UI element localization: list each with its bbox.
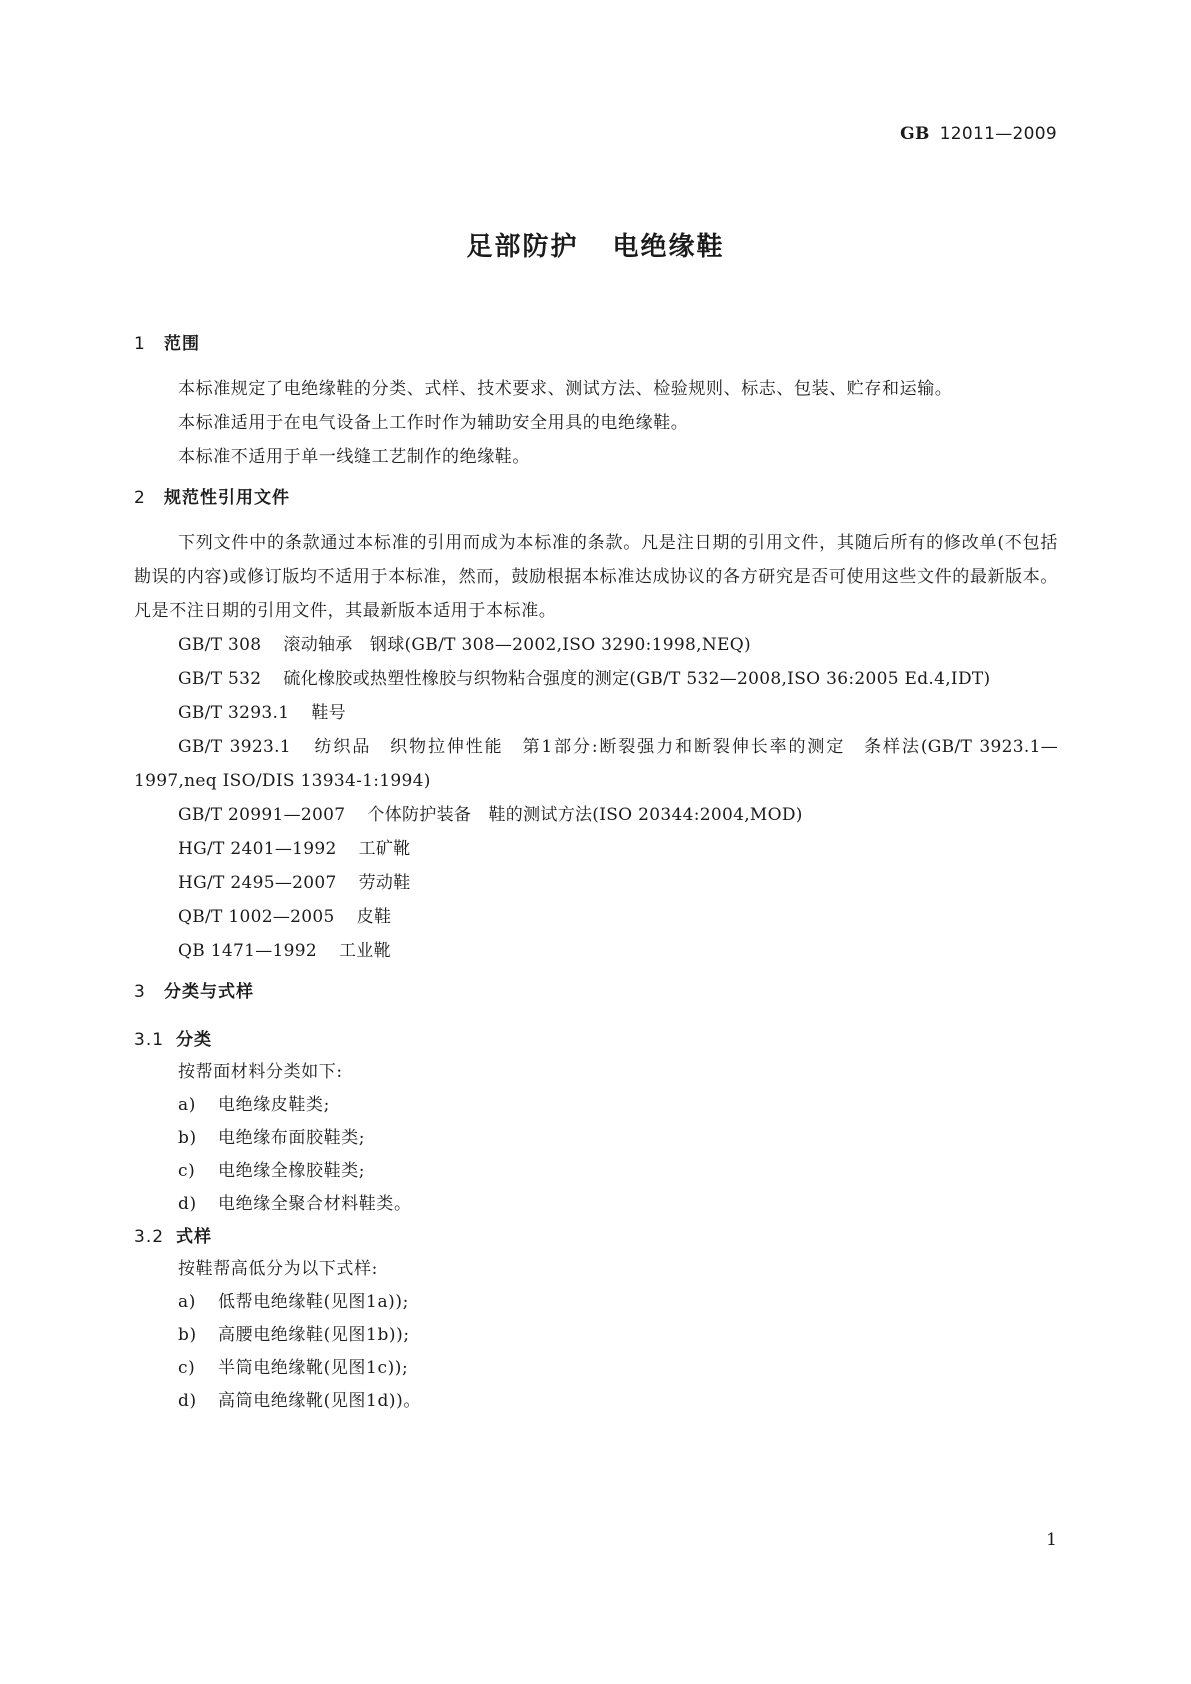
reference-item: HG/T 2495—2007 劳动鞋 [178, 873, 411, 893]
reference-item: GB/T 308 滚动轴承 钢球(GB/T 308—2002,ISO 3290:1998,NEQ) [178, 635, 751, 655]
list-item: c) 电绝缘全橡胶鞋类; [178, 1161, 366, 1181]
section-3-1-intro: 按帮面材料分类如下: [178, 1062, 343, 1082]
list-item: a) 电绝缘皮鞋类; [178, 1095, 330, 1115]
standard-code: 12011—2009 [939, 124, 1057, 144]
document-title [0, 226, 1191, 263]
reference-item: GB/T 3293.1 鞋号 [178, 703, 346, 723]
list-item: d) 电绝缘全聚合材料鞋类。 [178, 1194, 412, 1214]
section-3-2-intro: 按鞋帮高低分为以下式样: [178, 1259, 378, 1279]
reference-item: GB/T 3923.1 纺织品 织物拉伸性能 第1部分:断裂强力和断裂伸长率的测定 条样法(GB/T 3923.1—1997,neq ISO/DIS 13934-1:1994) [134, 737, 1058, 791]
section-3-2-heading: 3.2 式样 [134, 1227, 212, 1247]
title-part-2: 电绝缘鞋 [612, 232, 725, 262]
reference-item: QB/T 1002—2005 皮鞋 [178, 907, 392, 927]
list-item: b) 高腰电绝缘鞋(见图1b)); [178, 1325, 410, 1345]
section-3-1-heading: 3.1 分类 [134, 1030, 212, 1050]
title-part-1: 足部防护 [466, 232, 579, 262]
standard-prefix: GB [900, 124, 930, 144]
section-1-paragraph: 本标准规定了电绝缘鞋的分类、式样、技术要求、测试方法、检验规则、标志、包装、贮存和运输。 [178, 379, 953, 399]
reference-item: HG/T 2401—1992 工矿靴 [178, 839, 411, 859]
list-item: b) 电绝缘布面胶鞋类; [178, 1128, 366, 1148]
section-3-heading: 3 分类与式样 [134, 982, 254, 1002]
standard-number [900, 124, 1057, 144]
reference-item: GB/T 20991—2007 个体防护装备 鞋的测试方法(ISO 20344:2004,MOD) [178, 805, 803, 825]
section-1-paragraph: 本标准适用于在电气设备上工作时作为辅助安全用具的电绝缘鞋。 [178, 413, 689, 433]
section-1-paragraph: 本标准不适用于单一线缝工艺制作的绝缘鞋。 [178, 447, 530, 467]
section-2-intro: 下列文件中的条款通过本标准的引用而成为本标准的条款。凡是注日期的引用文件，其随后所有的修改单(不包括勘误的内容)或修订版均不适用于本标准，然而，鼓励根据本标准达成协议的各方研究是否可使用这些文件的最新版本。凡是不注日期的引用文件，其最新版本适用于本标准。 [134, 533, 1058, 621]
document-body [134, 330, 1058, 1418]
section-1-heading: 1 范围 [134, 334, 200, 354]
section-2-heading: 2 规范性引用文件 [134, 488, 290, 508]
list-item: a) 低帮电绝缘鞋(见图1a)); [178, 1292, 409, 1312]
list-item: c) 半筒电绝缘靴(见图1c)); [178, 1358, 409, 1378]
reference-item: QB 1471—1992 工业靴 [178, 941, 391, 961]
list-item: d) 高筒电绝缘靴(见图1d))。 [178, 1391, 421, 1411]
reference-item: GB/T 532 硫化橡胶或热塑性橡胶与织物粘合强度的测定(GB/T 532—2008,ISO 36:2005 Ed.4,IDT) [178, 669, 991, 689]
page-number: 1 [1046, 1530, 1057, 1550]
